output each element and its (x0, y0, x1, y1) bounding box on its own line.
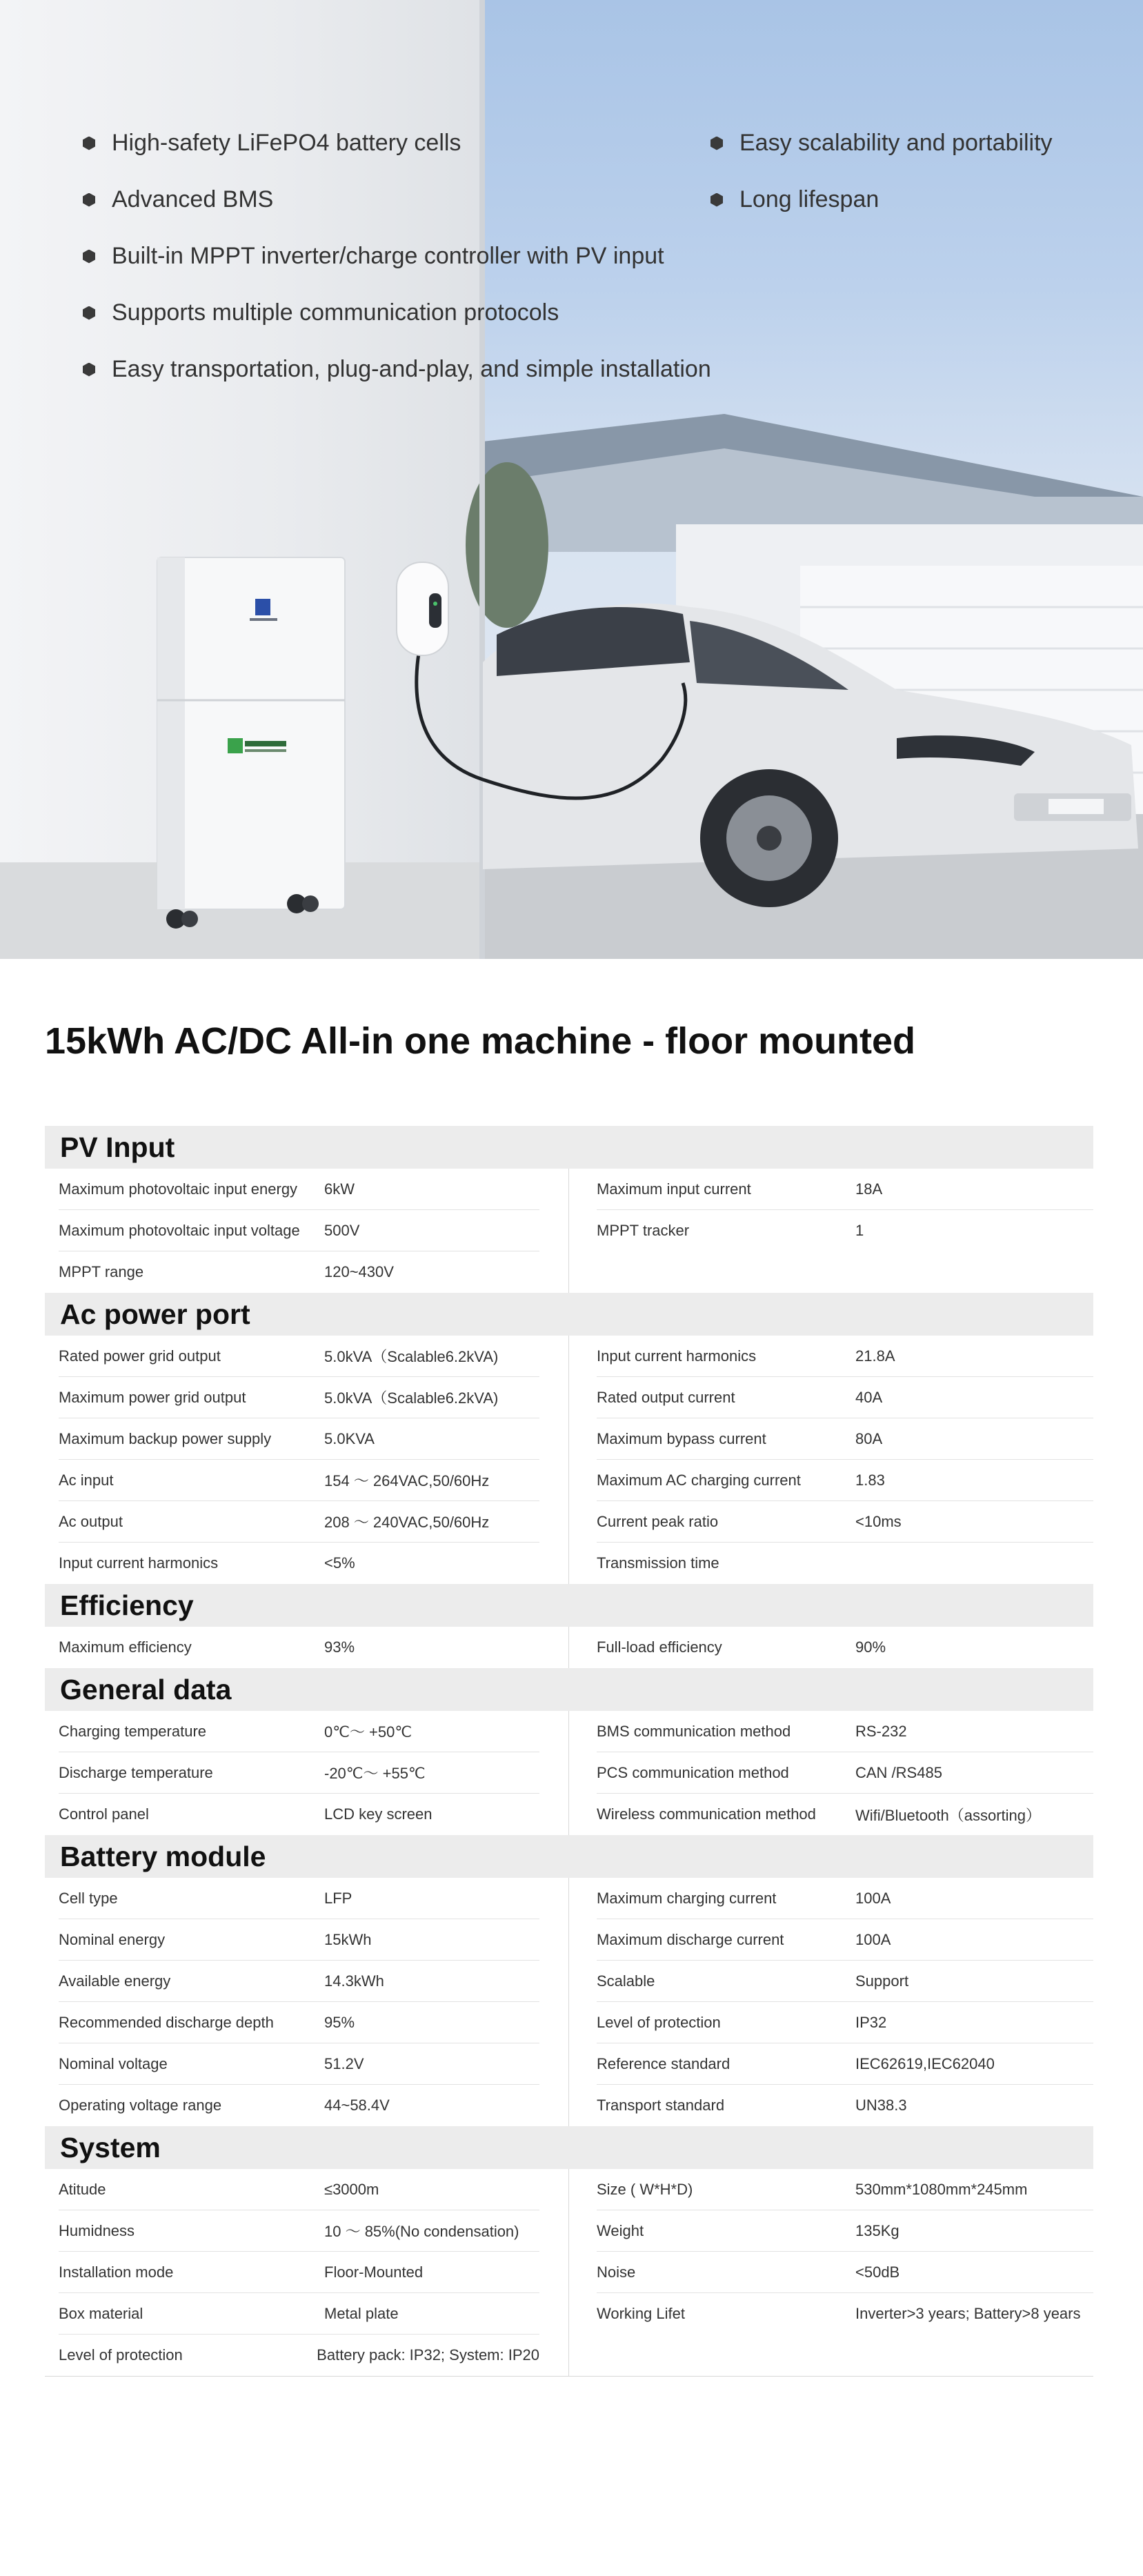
spec-label: Available energy (59, 1972, 171, 1990)
section-header: General data (45, 1668, 1093, 1711)
spec-row (59, 2210, 539, 2252)
spec-value: LCD key screen (324, 1805, 433, 1823)
spec-row (597, 1543, 1093, 1584)
spec-value: 0℃～ +50℃ (324, 1723, 413, 1741)
spec-label: BMS communication method (597, 1722, 791, 1740)
section-rows (45, 1169, 1093, 1293)
section-header: System (45, 2126, 1093, 2169)
spec-label: Maximum discharge current (597, 1930, 784, 1948)
spec-value: 14.3kWh (324, 1972, 384, 1990)
spec-value: 18A (855, 1180, 883, 1198)
spec-label: Charging temperature (59, 1722, 207, 1740)
spec-label: Maximum photovoltaic input energy (59, 1180, 298, 1198)
spec-value: 208 ～ 240VAC,50/60Hz (324, 1514, 490, 1531)
spec-value: 44~58.4V (324, 2097, 390, 2114)
spec-label: Weight (597, 2221, 644, 2239)
spec-row (59, 2085, 539, 2126)
spec-row (59, 1501, 539, 1543)
spec-label: Control panel (59, 1805, 149, 1823)
section-rows (45, 1878, 1093, 2126)
spec-value: 5.0kVA（Scalable6.2kVA) (324, 1348, 499, 1365)
spec-value: 1 (855, 1222, 864, 1239)
spec-label: PCS communication method (597, 1763, 789, 1781)
feature-item (710, 186, 879, 213)
feature-item (83, 186, 273, 213)
spec-value: <10ms (855, 1512, 902, 1530)
section-rows (45, 2169, 1093, 2377)
spec-row (59, 1543, 539, 1584)
spec-row (597, 2210, 1093, 2252)
spec-value: 5.0kVA（Scalable6.2kVA) (324, 1389, 499, 1407)
spec-label: Box material (59, 2304, 143, 2322)
spec-label: Maximum input current (597, 1180, 751, 1198)
spec-value: IP32 (855, 2013, 887, 2031)
spec-label: Input current harmonics (597, 1347, 757, 1365)
spec-label: Full-load efficiency (597, 1638, 722, 1656)
right-column (569, 1627, 1093, 1668)
section-header: PV Input (45, 1126, 1093, 1169)
spec-label: Maximum power grid output (59, 1388, 246, 1406)
spec-value: 6kW (324, 1180, 355, 1198)
spec-row (59, 2002, 539, 2043)
spec-value: 120~430V (324, 1263, 394, 1280)
spec-table (45, 1126, 1093, 2377)
feature-text: Advanced BMS (112, 186, 274, 212)
spec-row (597, 1336, 1093, 1377)
right-column (569, 1878, 1093, 2126)
spec-value: Support (855, 1972, 909, 1990)
spec-row (597, 2002, 1093, 2043)
feature-text: Easy transportation, plug-and-play, and simple installation (112, 356, 711, 382)
spec-value: 100A (855, 1930, 891, 1948)
spec-row (59, 1961, 539, 2002)
spec-label: MPPT range (59, 1263, 144, 1280)
section-header: Battery module (45, 1835, 1093, 1878)
spec-row (597, 1752, 1093, 1794)
feature-text: High-safety LiFePO4 battery cells (112, 130, 461, 156)
spec-row (597, 1711, 1093, 1752)
spec-value: 10 ～ 85%(No condensation) (324, 2223, 519, 2240)
spec-row (59, 1336, 539, 1377)
spec-row (59, 1418, 539, 1460)
spec-value: 500V (324, 1221, 360, 1239)
hero-banner (0, 0, 1143, 959)
spec-row (59, 2252, 539, 2293)
section-rows (45, 1711, 1093, 1835)
spec-row (59, 1794, 539, 1835)
spec-row (597, 1794, 1093, 1835)
feature-item (83, 299, 559, 326)
spec-row (59, 2043, 539, 2085)
feature-item (83, 130, 461, 157)
spec-value: 40A (855, 1388, 883, 1406)
spec-label: Wireless communication method (597, 1805, 816, 1823)
hexagon-bullet-icon (710, 137, 723, 150)
spec-row (597, 1460, 1093, 1501)
hexagon-bullet-icon (83, 250, 95, 264)
feature-text: Supports multiple communication protocols (112, 299, 559, 326)
spec-label: Rated output current (597, 1388, 735, 1406)
spec-row (59, 1878, 539, 1919)
spec-value: 5.0KVA (324, 1429, 375, 1447)
spec-value: LFP (324, 1889, 352, 1907)
spec-label: Maximum photovoltaic input voltage (59, 1221, 300, 1239)
spec-row (597, 2085, 1093, 2126)
spec-row (597, 1878, 1093, 1919)
right-column (569, 1711, 1093, 1835)
spec-label: Level of protection (597, 2013, 721, 2031)
spec-value: ≤3000m (324, 2180, 379, 2198)
spec-value: RS-232 (855, 1722, 907, 1740)
spec-row (59, 1251, 539, 1293)
spec-value: 21.8A (855, 1347, 895, 1365)
spec-row (597, 1501, 1093, 1543)
section-rows (45, 1336, 1093, 1584)
spec-label: Noise (597, 2263, 636, 2281)
spec-row (597, 1627, 1093, 1668)
spec-row (597, 1169, 1093, 1210)
spec-row (59, 1377, 539, 1418)
spec-value: 154 ～ 264VAC,50/60Hz (324, 1472, 490, 1489)
battery-cabinet-image (157, 557, 345, 929)
spec-value: Metal plate (324, 2304, 399, 2322)
section-header: Ac power port (45, 1293, 1093, 1336)
spec-row (597, 1210, 1093, 1251)
spec-value: 135Kg (855, 2221, 900, 2239)
spec-label: Installation mode (59, 2263, 174, 2281)
feature-text: Long lifespan (739, 186, 879, 212)
spec-value: Wifi/Bluetooth（assorting） (855, 1806, 1041, 1824)
spec-label: Maximum backup power supply (59, 1429, 272, 1447)
page-title: 15kWh AC/DC All-in one machine - floor mounted (45, 1020, 916, 1062)
spec-label: Operating voltage range (59, 2097, 222, 2114)
spec-value: 95% (324, 2013, 355, 2031)
spec-row (59, 1627, 539, 1668)
spec-value: Battery pack: IP32; System: IP20 (317, 2346, 539, 2364)
hexagon-bullet-icon (710, 193, 723, 207)
feature-list (83, 130, 1117, 406)
spec-row (597, 1418, 1093, 1460)
spec-label: Maximum efficiency (59, 1638, 192, 1656)
feature-item (83, 243, 664, 270)
spec-label: Nominal energy (59, 1930, 166, 1948)
spec-row (597, 1377, 1093, 1418)
spec-value: 530mm*1080mm*245mm (855, 2180, 1028, 2198)
spec-value: UN38.3 (855, 2097, 907, 2114)
spec-row (59, 1210, 539, 1251)
spec-label: Recommended discharge depth (59, 2013, 274, 2031)
spec-label: Humidness (59, 2221, 135, 2239)
right-column (569, 1336, 1093, 1584)
spec-value: <5% (324, 1554, 355, 1572)
spec-row (597, 2252, 1093, 2293)
right-column (569, 1169, 1093, 1293)
spec-row (597, 1961, 1093, 2002)
left-column (45, 1711, 569, 1835)
spec-row (59, 1919, 539, 1961)
spec-label: Discharge temperature (59, 1763, 213, 1781)
spec-value: -20℃～ +55℃ (324, 1765, 426, 1782)
spec-value: CAN /RS485 (855, 1763, 942, 1781)
spec-label: Nominal voltage (59, 2054, 168, 2072)
left-column (45, 1878, 569, 2126)
spec-row (59, 2335, 539, 2376)
spec-label: Size ( W*H*D) (597, 2180, 693, 2198)
spec-value: 90% (855, 1638, 886, 1656)
hexagon-bullet-icon (83, 193, 95, 207)
spec-label: Rated power grid output (59, 1347, 221, 1365)
left-column (45, 1627, 569, 1668)
spec-label: Current peak ratio (597, 1512, 719, 1530)
spec-value: 15kWh (324, 1930, 372, 1948)
spec-label: Transmission time (597, 1554, 719, 1572)
spec-row (597, 2043, 1093, 2085)
wall-charger-image (397, 562, 448, 655)
spec-label: MPPT tracker (597, 1222, 690, 1239)
hexagon-bullet-icon (83, 306, 95, 320)
section-rows (45, 1627, 1093, 1668)
spec-value: 100A (855, 1889, 891, 1907)
left-column (45, 1336, 569, 1584)
spec-value: Inverter>3 years; Battery>8 years (855, 2305, 1081, 2322)
left-column (45, 1169, 569, 1293)
feature-item (710, 130, 1053, 157)
spec-label: Atitude (59, 2180, 106, 2198)
spec-value: 93% (324, 1638, 355, 1656)
spec-value: <50dB (855, 2263, 900, 2281)
spec-row (59, 1460, 539, 1501)
spec-row (59, 2169, 539, 2210)
spec-label: Maximum AC charging current (597, 1471, 801, 1489)
spec-label: Transport standard (597, 2097, 725, 2114)
left-column (45, 2169, 569, 2376)
spec-row (59, 1752, 539, 1794)
spec-row (59, 2293, 539, 2335)
spec-label: Maximum charging current (597, 1889, 777, 1907)
spec-label: Cell type (59, 1889, 118, 1907)
hexagon-bullet-icon (83, 137, 95, 150)
feature-item (83, 356, 711, 383)
spec-row (597, 1919, 1093, 1961)
spec-label: Level of protection (59, 2346, 183, 2364)
spec-value: IEC62619,IEC62040 (855, 2054, 995, 2072)
hexagon-bullet-icon (83, 363, 95, 377)
spec-row (59, 1711, 539, 1752)
spec-label: Reference standard (597, 2054, 730, 2072)
spec-label: Maximum bypass current (597, 1429, 766, 1447)
spec-row (597, 2169, 1093, 2210)
spec-value: 1.83 (855, 1471, 885, 1489)
spec-row (597, 2293, 1093, 2335)
spec-row (59, 1169, 539, 1210)
spec-value: Floor-Mounted (324, 2263, 424, 2281)
feature-text: Built-in MPPT inverter/charge controller with PV input (112, 243, 664, 269)
spec-label: Input current harmonics (59, 1554, 219, 1572)
spec-value: 80A (855, 1429, 883, 1447)
spec-label: Ac output (59, 1512, 123, 1530)
spec-label: Working Lifet (597, 2305, 685, 2322)
section-header: Efficiency (45, 1584, 1093, 1627)
spec-value: 51.2V (324, 2054, 364, 2072)
right-column (569, 2169, 1093, 2376)
spec-label: Scalable (597, 1972, 655, 1990)
spec-label: Ac input (59, 1471, 114, 1489)
feature-text: Easy scalability and portability (739, 130, 1053, 156)
